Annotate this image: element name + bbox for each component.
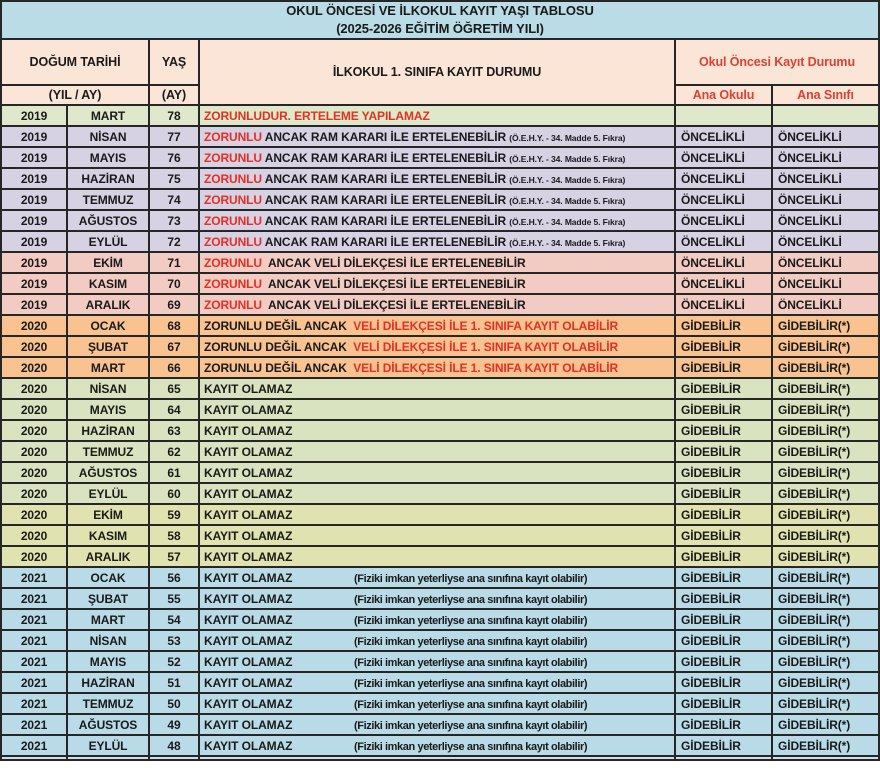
table-row [1, 336, 879, 357]
ana-okulu-cell: GİDEBİLİR [675, 630, 772, 651]
status-cell [199, 420, 675, 441]
status-text-segment: ZORUNLU DEĞİL ANCAK [204, 339, 350, 354]
status-text-segment: KAYIT OLAMAZ [204, 717, 293, 732]
col-header-ilkokul-durum: İLKOKUL 1. SINIFA KAYIT DURUMU [199, 39, 675, 105]
ana-sinifi-cell: GİDEBİLİR(*) [772, 630, 879, 651]
partial-cell [772, 756, 879, 760]
table-row [1, 210, 879, 231]
ana-sinifi-cell: GİDEBİLİR(*) [772, 315, 879, 336]
age-cell: 71 [149, 252, 199, 273]
col-header-okul-oncesi: Okul Öncesi Kayıt Durumu [675, 39, 879, 85]
status-text-segment: ANCAK RAM KARARI İLE ERTELENEBİLİR [261, 234, 510, 249]
table-row [1, 525, 879, 546]
status-cell [199, 126, 675, 147]
age-cell: 52 [149, 651, 199, 672]
age-cell: 76 [149, 147, 199, 168]
age-cell: 74 [149, 189, 199, 210]
status-cell [199, 273, 675, 294]
status-text-segment: KAYIT OLAMAZ [204, 612, 293, 627]
status-text-segment: KAYIT OLAMAZ [204, 507, 293, 522]
year-cell: 2020 [1, 357, 67, 378]
month-cell: ŞUBAT [67, 336, 149, 357]
ana-okulu-cell: GİDEBİLİR [675, 672, 772, 693]
status-text-segment: (Fiziki imkan yeterliyse ana sınıfına kayıt olabilir) [354, 572, 588, 585]
year-cell: 2020 [1, 441, 67, 462]
ana-okulu-cell [675, 105, 772, 126]
table-row [1, 315, 879, 336]
ana-sinifi-cell: GİDEBİLİR(*) [772, 504, 879, 525]
month-cell: EKİM [67, 504, 149, 525]
col-header-ana-sinifi: Ana Sınıfı [772, 85, 879, 105]
status-text-segment: (Fiziki imkan yeterliyse ana sınıfına kayıt olabilir) [354, 635, 588, 648]
table-row [1, 126, 879, 147]
status-cell [199, 399, 675, 420]
status-text-segment: KAYIT OLAMAZ [204, 381, 293, 396]
status-text-segment: ANCAK VELİ DİLEKÇESİ İLE ERTELENEBİLİR [261, 297, 526, 312]
age-cell: 60 [149, 483, 199, 504]
status-cell [199, 504, 675, 525]
status-cell [199, 441, 675, 462]
month-cell: EYLÜL [67, 483, 149, 504]
status-cell [199, 462, 675, 483]
ana-sinifi-cell: GİDEBİLİR(*) [772, 714, 879, 735]
status-text-segment: ANCAK RAM KARARI İLE ERTELENEBİLİR [261, 192, 510, 207]
table-row [1, 630, 879, 651]
table-row [1, 441, 879, 462]
ana-sinifi-cell: GİDEBİLİR(*) [772, 357, 879, 378]
age-cell: 69 [149, 294, 199, 315]
year-cell: 2020 [1, 504, 67, 525]
status-cell [199, 105, 675, 126]
status-text-segment: KAYIT OLAMAZ [204, 444, 293, 459]
status-text-segment: ZORUNLUDUR. ERTELEME YAPILAMAZ [204, 108, 430, 123]
ana-sinifi-cell [772, 105, 879, 126]
status-cell [199, 252, 675, 273]
year-cell: 2019 [1, 252, 67, 273]
ana-okulu-cell: GİDEBİLİR [675, 693, 772, 714]
month-cell: MART [67, 609, 149, 630]
ana-sinifi-cell: GİDEBİLİR(*) [772, 525, 879, 546]
status-cell [199, 714, 675, 735]
table-row [1, 168, 879, 189]
age-cell: 57 [149, 546, 199, 567]
ana-sinifi-cell: GİDEBİLİR(*) [772, 399, 879, 420]
status-text-segment: ANCAK RAM KARARI İLE ERTELENEBİLİR [261, 213, 510, 228]
status-text-segment: ANCAK RAM KARARI İLE ERTELENEBİLİR [261, 129, 510, 144]
table-row [1, 378, 879, 399]
month-cell: MART [67, 357, 149, 378]
month-cell: KASIM [67, 525, 149, 546]
age-cell: 48 [149, 735, 199, 756]
year-cell: 2020 [1, 399, 67, 420]
ana-okulu-cell: GİDEBİLİR [675, 315, 772, 336]
ana-okulu-cell: GİDEBİLİR [675, 735, 772, 756]
status-text-segment: (Ö.E.H.Y. - 34. Madde 5. Fıkra) [509, 174, 626, 185]
status-text-segment: KAYIT OLAMAZ [204, 528, 293, 543]
ana-sinifi-cell: GİDEBİLİR(*) [772, 420, 879, 441]
status-cell [199, 378, 675, 399]
year-cell: 2020 [1, 525, 67, 546]
table-row [1, 483, 879, 504]
status-text-segment: ZORUNLU [204, 297, 262, 312]
ana-okulu-cell: GİDEBİLİR [675, 567, 772, 588]
status-text-segment: (Ö.E.H.Y. - 34. Madde 5. Fıkra) [509, 132, 626, 143]
status-text-segment: ZORUNLU DEĞİL ANCAK [204, 318, 350, 333]
ana-okulu-cell: GİDEBİLİR [675, 378, 772, 399]
status-cell [199, 735, 675, 756]
ana-sinifi-cell: ÖNCELİKLİ [772, 294, 879, 315]
status-text-segment: KAYIT OLAMAZ [204, 402, 293, 417]
status-text-segment: (Ö.E.H.Y. - 34. Madde 5. Fıkra) [509, 216, 626, 227]
age-cell: 51 [149, 672, 199, 693]
ana-okulu-cell: GİDEBİLİR [675, 441, 772, 462]
year-cell: 2019 [1, 126, 67, 147]
month-cell: MART [67, 105, 149, 126]
status-cell [199, 357, 675, 378]
ana-okulu-cell: GİDEBİLİR [675, 399, 772, 420]
year-cell: 2021 [1, 609, 67, 630]
year-cell: 2020 [1, 315, 67, 336]
status-text-segment: VELİ DİLEKÇESİ İLE 1. SINIFA KAYIT OLABİLİR [350, 339, 619, 354]
month-cell: TEMMUZ [67, 189, 149, 210]
status-text-segment: KAYIT OLAMAZ [204, 675, 293, 690]
month-cell: MAYIS [67, 399, 149, 420]
table-row [1, 399, 879, 420]
title-line-2: (2025-2026 EĞİTİM ÖĞRETİM YILI) [336, 21, 544, 36]
status-text-segment: (Fiziki imkan yeterliyse ana sınıfına kayıt olabilir) [354, 698, 588, 711]
age-cell: 64 [149, 399, 199, 420]
month-cell: OCAK [67, 315, 149, 336]
status-cell [199, 651, 675, 672]
status-text-segment: (Fiziki imkan yeterliyse ana sınıfına kayıt olabilir) [354, 656, 588, 669]
ana-sinifi-cell: GİDEBİLİR(*) [772, 567, 879, 588]
table-row [1, 147, 879, 168]
table-row [1, 357, 879, 378]
ana-sinifi-cell: GİDEBİLİR(*) [772, 693, 879, 714]
status-cell [199, 588, 675, 609]
year-cell: 2019 [1, 168, 67, 189]
status-cell [199, 168, 675, 189]
table-row [1, 672, 879, 693]
table-row [1, 462, 879, 483]
status-text-segment: ANCAK RAM KARARI İLE ERTELENEBİLİR [261, 171, 510, 186]
table-row [1, 420, 879, 441]
status-cell [199, 483, 675, 504]
status-cell [199, 189, 675, 210]
col-header-ana-okulu: Ana Okulu [675, 85, 772, 105]
ana-okulu-cell: ÖNCELİKLİ [675, 189, 772, 210]
status-text-segment: (Ö.E.H.Y. - 34. Madde 5. Fıkra) [509, 237, 626, 248]
ana-okulu-cell: ÖNCELİKLİ [675, 147, 772, 168]
year-cell: 2020 [1, 378, 67, 399]
age-cell: 56 [149, 567, 199, 588]
month-cell: HAZİRAN [67, 168, 149, 189]
header-row-main [1, 39, 879, 85]
month-cell: EYLÜL [67, 735, 149, 756]
ana-okulu-cell: GİDEBİLİR [675, 651, 772, 672]
ana-okulu-cell: GİDEBİLİR [675, 714, 772, 735]
age-cell: 70 [149, 273, 199, 294]
status-text-segment: KAYIT OLAMAZ [204, 486, 293, 501]
month-cell: TEMMUZ [67, 693, 149, 714]
status-text-segment: KAYIT OLAMAZ [204, 549, 293, 564]
year-cell: 2019 [1, 105, 67, 126]
month-cell: MAYIS [67, 651, 149, 672]
partial-cell [67, 756, 149, 760]
age-cell: 54 [149, 609, 199, 630]
table-row [1, 714, 879, 735]
month-cell: ARALIK [67, 546, 149, 567]
status-text-segment: ZORUNLU [204, 276, 262, 291]
month-cell: NİSAN [67, 126, 149, 147]
status-text-segment: (Ö.E.H.Y. - 34. Madde 5. Fıkra) [509, 195, 626, 206]
partial-cell [1, 756, 67, 760]
age-cell: 59 [149, 504, 199, 525]
table-row [1, 273, 879, 294]
table-row [1, 504, 879, 525]
month-cell: NİSAN [67, 378, 149, 399]
table-row [1, 189, 879, 210]
status-cell [199, 315, 675, 336]
status-text-segment: (Ö.E.H.Y. - 34. Madde 5. Fıkra) [509, 153, 626, 164]
table-row [1, 105, 879, 126]
month-cell: EYLÜL [67, 231, 149, 252]
ana-sinifi-cell: ÖNCELİKLİ [772, 147, 879, 168]
year-cell: 2021 [1, 630, 67, 651]
ana-sinifi-cell: GİDEBİLİR(*) [772, 441, 879, 462]
ana-okulu-cell: GİDEBİLİR [675, 462, 772, 483]
table-row [1, 294, 879, 315]
year-cell: 2019 [1, 294, 67, 315]
table-row [1, 651, 879, 672]
ana-okulu-cell: GİDEBİLİR [675, 336, 772, 357]
age-cell: 63 [149, 420, 199, 441]
ana-okulu-cell: ÖNCELİKLİ [675, 231, 772, 252]
age-cell: 72 [149, 231, 199, 252]
status-text-segment: KAYIT OLAMAZ [204, 654, 293, 669]
ana-sinifi-cell: ÖNCELİKLİ [772, 189, 879, 210]
month-cell: TEMMUZ [67, 441, 149, 462]
status-text-segment: ZORUNLU [204, 234, 262, 249]
status-text-segment: ZORUNLU DEĞİL ANCAK [204, 360, 350, 375]
title-line-1: OKUL ÖNCESİ VE İLKOKUL KAYIT YAŞI TABLOSU [286, 3, 594, 18]
status-text-segment: KAYIT OLAMAZ [204, 465, 293, 480]
status-text-segment: ANCAK VELİ DİLEKÇESİ İLE ERTELENEBİLİR [261, 276, 526, 291]
year-cell: 2019 [1, 210, 67, 231]
age-cell: 66 [149, 357, 199, 378]
month-cell: OCAK [67, 567, 149, 588]
ana-sinifi-cell: GİDEBİLİR(*) [772, 462, 879, 483]
status-text-segment: ZORUNLU [204, 129, 262, 144]
age-cell: 68 [149, 315, 199, 336]
status-text-segment: KAYIT OLAMAZ [204, 633, 293, 648]
status-cell [199, 525, 675, 546]
age-cell: 53 [149, 630, 199, 651]
month-cell: AĞUSTOS [67, 210, 149, 231]
ana-sinifi-cell: GİDEBİLİR(*) [772, 735, 879, 756]
status-cell [199, 630, 675, 651]
table-row [1, 588, 879, 609]
month-cell: EKİM [67, 252, 149, 273]
age-cell: 75 [149, 168, 199, 189]
table-row [1, 252, 879, 273]
status-cell [199, 210, 675, 231]
ana-sinifi-cell: ÖNCELİKLİ [772, 273, 879, 294]
page-title [1, 1, 879, 39]
ana-okulu-cell: GİDEBİLİR [675, 525, 772, 546]
year-cell: 2019 [1, 189, 67, 210]
age-cell: 65 [149, 378, 199, 399]
status-cell [199, 546, 675, 567]
ana-okulu-cell: GİDEBİLİR [675, 609, 772, 630]
status-text-segment: KAYIT OLAMAZ [204, 696, 293, 711]
year-cell: 2020 [1, 462, 67, 483]
ana-sinifi-cell: GİDEBİLİR(*) [772, 588, 879, 609]
status-text-segment: VELİ DİLEKÇESİ İLE 1. SINIFA KAYIT OLABİLİR [350, 360, 619, 375]
year-cell: 2021 [1, 588, 67, 609]
status-text-segment: (Fiziki imkan yeterliyse ana sınıfına kayıt olabilir) [354, 677, 588, 690]
age-cell: 78 [149, 105, 199, 126]
age-cell: 49 [149, 714, 199, 735]
status-cell [199, 672, 675, 693]
ana-okulu-cell: GİDEBİLİR [675, 483, 772, 504]
status-cell [199, 609, 675, 630]
year-cell: 2019 [1, 231, 67, 252]
age-cell: 77 [149, 126, 199, 147]
year-cell: 2021 [1, 567, 67, 588]
ana-sinifi-cell: ÖNCELİKLİ [772, 168, 879, 189]
table-body [1, 105, 879, 760]
ana-sinifi-cell: GİDEBİLİR(*) [772, 672, 879, 693]
table-row [1, 609, 879, 630]
year-cell: 2021 [1, 672, 67, 693]
month-cell: HAZİRAN [67, 672, 149, 693]
year-cell: 2021 [1, 714, 67, 735]
table-row [1, 231, 879, 252]
ana-okulu-cell: ÖNCELİKLİ [675, 168, 772, 189]
ana-okulu-cell: GİDEBİLİR [675, 420, 772, 441]
status-text-segment: ANCAK RAM KARARI İLE ERTELENEBİLİR [261, 150, 510, 165]
col-header-dogum-tarihi: DOĞUM TARİHİ [1, 39, 149, 85]
ana-okulu-cell: ÖNCELİKLİ [675, 252, 772, 273]
ana-sinifi-cell: ÖNCELİKLİ [772, 210, 879, 231]
ana-okulu-cell: GİDEBİLİR [675, 546, 772, 567]
ana-sinifi-cell: ÖNCELİKLİ [772, 231, 879, 252]
partial-cell [675, 756, 772, 760]
month-cell: MAYIS [67, 147, 149, 168]
year-cell: 2020 [1, 420, 67, 441]
partial-cell [199, 756, 675, 760]
ana-sinifi-cell: ÖNCELİKLİ [772, 252, 879, 273]
month-cell: HAZİRAN [67, 420, 149, 441]
ana-okulu-cell: ÖNCELİKLİ [675, 210, 772, 231]
age-cell: 67 [149, 336, 199, 357]
status-text-segment: ZORUNLU [204, 192, 262, 207]
table-row [1, 693, 879, 714]
status-text-segment: KAYIT OLAMAZ [204, 423, 293, 438]
month-cell: AĞUSTOS [67, 714, 149, 735]
status-cell [199, 693, 675, 714]
age-cell: 58 [149, 525, 199, 546]
age-cell: 61 [149, 462, 199, 483]
ana-sinifi-cell: GİDEBİLİR(*) [772, 336, 879, 357]
ana-sinifi-cell: GİDEBİLİR(*) [772, 483, 879, 504]
ana-okulu-cell: GİDEBİLİR [675, 357, 772, 378]
status-text-segment: (Fiziki imkan yeterliyse ana sınıfına kayıt olabilir) [354, 719, 588, 732]
ana-okulu-cell: GİDEBİLİR [675, 504, 772, 525]
year-cell: 2020 [1, 483, 67, 504]
status-text-segment: VELİ DİLEKÇESİ İLE 1. SINIFA KAYIT OLABİLİR [350, 318, 619, 333]
month-cell: KASIM [67, 273, 149, 294]
status-text-segment: (Fiziki imkan yeterliyse ana sınıfına kayıt olabilir) [354, 593, 588, 606]
age-cell: 62 [149, 441, 199, 462]
status-text-segment: KAYIT OLAMAZ [204, 591, 293, 606]
year-cell: 2021 [1, 651, 67, 672]
status-text-segment: (Fiziki imkan yeterliyse ana sınıfına kayıt olabilir) [354, 614, 588, 627]
year-cell: 2021 [1, 693, 67, 714]
age-cell: 73 [149, 210, 199, 231]
ana-okulu-cell: ÖNCELİKLİ [675, 126, 772, 147]
status-cell [199, 147, 675, 168]
ana-okulu-cell: ÖNCELİKLİ [675, 294, 772, 315]
ana-okulu-cell: GİDEBİLİR [675, 588, 772, 609]
partial-cell [149, 756, 199, 760]
status-text-segment: (Fiziki imkan yeterliyse ana sınıfına kayıt olabilir) [354, 740, 588, 753]
ana-sinifi-cell: ÖNCELİKLİ [772, 126, 879, 147]
table-row [1, 735, 879, 756]
age-cell: 55 [149, 588, 199, 609]
ana-sinifi-cell: GİDEBİLİR(*) [772, 378, 879, 399]
month-cell: AĞUSTOS [67, 462, 149, 483]
year-cell: 2019 [1, 273, 67, 294]
status-cell [199, 294, 675, 315]
status-text-segment: ANCAK VELİ DİLEKÇESİ İLE ERTELENEBİLİR [261, 255, 526, 270]
status-text-segment: ZORUNLU [204, 255, 262, 270]
table-row [1, 567, 879, 588]
status-text-segment: KAYIT OLAMAZ [204, 738, 293, 753]
age-cell: 50 [149, 693, 199, 714]
ana-sinifi-cell: GİDEBİLİR(*) [772, 609, 879, 630]
year-cell: 2019 [1, 147, 67, 168]
month-cell: NİSAN [67, 630, 149, 651]
ana-sinifi-cell: GİDEBİLİR(*) [772, 651, 879, 672]
ana-sinifi-cell: GİDEBİLİR(*) [772, 546, 879, 567]
status-text-segment: ZORUNLU [204, 150, 262, 165]
status-text-segment: ZORUNLU [204, 213, 262, 228]
status-cell [199, 567, 675, 588]
status-text-segment: KAYIT OLAMAZ [204, 570, 293, 585]
month-cell: ARALIK [67, 294, 149, 315]
col-header-yas: YAŞ [149, 39, 199, 85]
col-subheader-yil-ay: (YIL / AY) [1, 85, 149, 105]
title-row [1, 1, 879, 39]
year-cell: 2020 [1, 336, 67, 357]
status-text-segment: ZORUNLU [204, 171, 262, 186]
table-row [1, 546, 879, 567]
year-cell: 2021 [1, 735, 67, 756]
status-cell [199, 231, 675, 252]
col-subheader-ay: (AY) [149, 85, 199, 105]
ana-okulu-cell: ÖNCELİKLİ [675, 273, 772, 294]
year-cell: 2020 [1, 546, 67, 567]
month-cell: ŞUBAT [67, 588, 149, 609]
partial-clipped-row [1, 756, 879, 760]
status-cell [199, 336, 675, 357]
